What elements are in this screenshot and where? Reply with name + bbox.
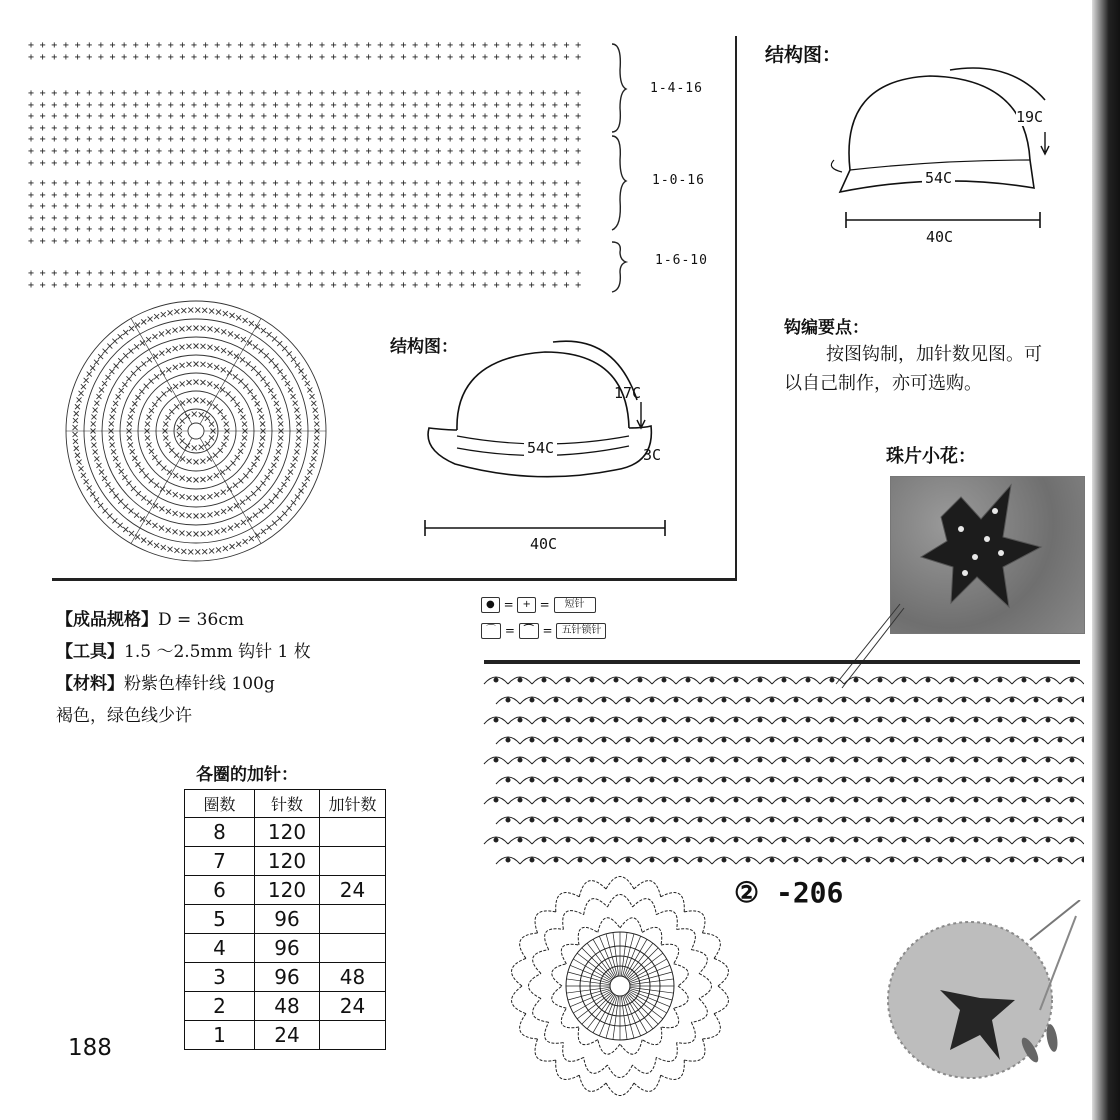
legend-label-single-crochet: 短针 [554, 597, 596, 613]
pattern-number: ② -206 [734, 876, 844, 909]
table-row [185, 818, 386, 847]
cell-stitches: 96 [255, 905, 320, 934]
notes-line-2: 以自己制作，亦可选购。 [784, 373, 982, 394]
cell-stitches: 120 [255, 818, 320, 847]
cell-increase: 24 [320, 876, 386, 905]
notes-line-1: 按图钩制，加针数见图。可 [826, 344, 1042, 365]
stitch-rows-group-3: + + + + + + + + + + + + + + + + + + + + + + + + + + + + + + + + + + + + + + + + + + + + + + + + + + + + + + + + + + + + + + + + + + + + + + + + + + + + + + + + + + + + + + + + + + + + + + + + [28, 268, 581, 291]
stitch-rows-group-1b: + + + + + + + + + + + + + + + + + + + + + + + + + + + + + + + + + + + + + + + + + + + + + + + + + + + + + + + + + + + + + + + + + + + + + + + + + + + + + + + + + + + + + + + + + + + + + + + + + + + + + + + + + + + + + + + + + + + + + + + + + + + + + + + + + + + + + + + + + + + + + + + + + + + + + + + + + + + + + + + + + + + + + + + + + + + + + + + + + + + + + + + + + + + + + + + + + + + + + + + + + + + + + + + + + + + + + + + + + + + + + + + + + + + + + + + + + + + + + + + + + + + + + + + + + + + + + + + + + + + + + + + + + + + + + + + + + + + + + + + + + + + + + + + + + + + + + + + + + + + + + + + + + + + + + + + + + + + + + + + + + + + + + + + + + + + + + + + + [28, 88, 581, 169]
cell-round: 8 [185, 818, 255, 847]
frame-horizontal-line [52, 578, 737, 581]
cell-stitches: 24 [255, 1021, 320, 1050]
dim-17c: 17C [614, 384, 642, 402]
spec-tool: 【工具】1.5 ～2.5mm 钩针 1 枚 [56, 642, 311, 662]
dim-40c-mid: 40C [530, 535, 558, 553]
cell-increase: 24 [320, 992, 386, 1021]
cell-round: 7 [185, 847, 255, 876]
cell-round: 4 [185, 934, 255, 963]
legend-row-2: ⌒ = ⌒ = 五针锁针 [481, 623, 606, 643]
page-edge-shadow [1092, 0, 1120, 1120]
stitch-rows-group-2: + + + + + + + + + + + + + + + + + + + + + + + + + + + + + + + + + + + + + + + + + + + + + + + + + + + + + + + + + + + + + + + + + + + + + + + + + + + + + + + + + + + + + + + + + + + + + + + + + + + + + + + + + + + + + + + + + + + + + + + + + + + + + + + + + + + + + + + + + + + + + + + + + + + + + + + + + + + + + + + + + + + + + + + + + + + + + + + + + + + + + + + + + + + + + + + + + + + + + + + + + + + + + + + + + + + + + + + + + + + + + + + + + + + + + + + + + + + + + + + + + + + + + + + + + + + + + + + + + + + + + + + + + + + + + + + + + + + + + + + + + + + + + + + + [28, 178, 581, 247]
legend-plus-symbol: + [517, 597, 535, 613]
spec-size: 【成品规格】D = 36cm [56, 610, 244, 630]
cell-increase [320, 934, 386, 963]
cell-increase: 48 [320, 963, 386, 992]
spec-block [56, 604, 311, 732]
spec-material: 【材料】粉紫色棒针线 100g [56, 674, 275, 694]
page-number: 188 [68, 1035, 112, 1061]
row-group-label-3: 1-6-10 [655, 253, 708, 268]
flower-heading: 珠片小花： [886, 446, 976, 467]
dim-54c-top: 54C [922, 169, 955, 187]
cell-round: 1 [185, 1021, 255, 1050]
dim-19c: 19C [1016, 108, 1044, 126]
cell-stitches: 120 [255, 847, 320, 876]
increase-table [184, 789, 386, 1050]
legend [481, 597, 606, 643]
increase-table-title: 各圈的加针： [196, 765, 298, 785]
stitch-rows-group-1: + + + + + + + + + + + + + + + + + + + + + + + + + + + + + + + + + + + + + + + + + + + + + + + + + + + + + + + + + + + + + + + + + + + + + + + + + + + + + + + + + + + + + + + + + + + + + + + + [28, 40, 581, 63]
spec-material-2: 褐色，绿色线少许 [56, 706, 192, 726]
hat-photo [880, 900, 1090, 1110]
table-row [185, 963, 386, 992]
beaded-flower-photo [890, 476, 1085, 634]
table-row [185, 876, 386, 905]
row-group-label-2: 1-0-16 [652, 173, 705, 188]
cell-increase [320, 847, 386, 876]
header-increase: 加针数 [320, 790, 386, 818]
cell-round: 3 [185, 963, 255, 992]
crown-doily-chart [500, 866, 740, 1106]
header-round: 圈数 [185, 790, 255, 818]
mesh-chart [478, 648, 1084, 870]
cell-round: 2 [185, 992, 255, 1021]
legend-bold-arc-symbol: ⌒ [519, 623, 539, 639]
table-row [185, 1021, 386, 1050]
cell-increase [320, 1021, 386, 1050]
frame-vertical-line [735, 36, 737, 581]
notes-heading: 钩编要点： [784, 318, 869, 338]
cell-stitches: 96 [255, 934, 320, 963]
legend-label-five-chain: 五针锁针 [556, 623, 606, 639]
legend-dot-symbol: ● [481, 597, 500, 613]
header-stitches: 针数 [255, 790, 320, 818]
structure-top-heading: 结构图： [765, 44, 842, 66]
legend-row-1: ● = + = 短针 [481, 597, 606, 617]
table-row [185, 905, 386, 934]
cell-increase [320, 818, 386, 847]
cell-increase [320, 905, 386, 934]
structure-mid-heading: 结构图： [390, 337, 458, 357]
cell-round: 5 [185, 905, 255, 934]
table-row [185, 847, 386, 876]
cell-stitches: 48 [255, 992, 320, 1021]
cell-round: 6 [185, 876, 255, 905]
cell-stitches: 96 [255, 963, 320, 992]
stitch-chart [28, 40, 608, 300]
cell-stitches: 120 [255, 876, 320, 905]
dim-3c: 3C [643, 446, 662, 464]
crown-circle-chart [60, 295, 332, 567]
table-row [185, 992, 386, 1021]
legend-arc-symbol: ⌒ [481, 623, 501, 639]
table-header-row [185, 790, 386, 818]
row-group-label-1: 1-4-16 [650, 81, 703, 96]
table-row [185, 934, 386, 963]
dim-40c-top: 40C [926, 228, 954, 246]
row-brackets [600, 40, 640, 300]
dim-54c-mid: 54C [524, 439, 557, 457]
